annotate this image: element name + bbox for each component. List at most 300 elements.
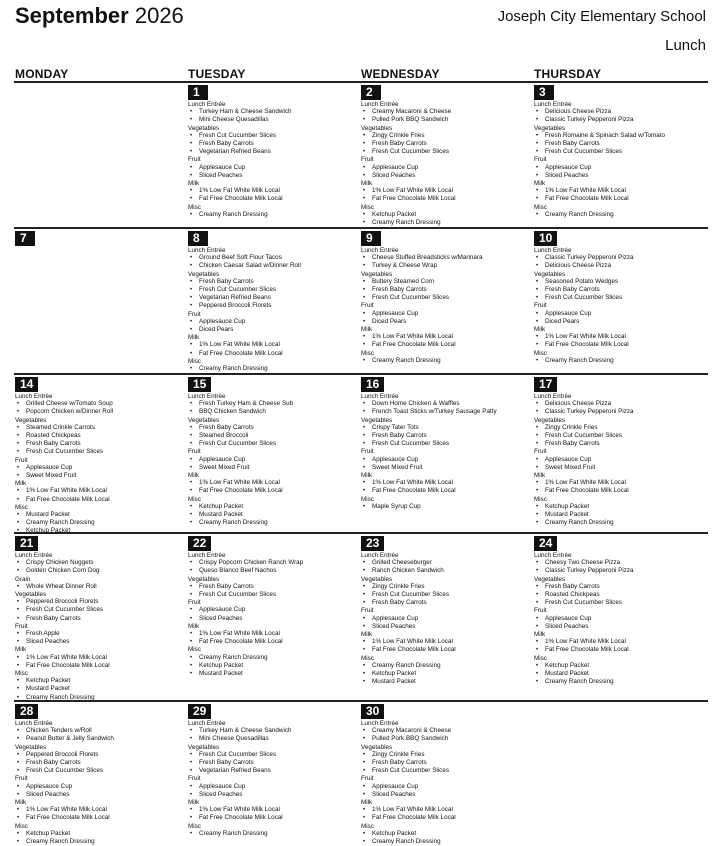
menu-category: Lunch Entrée [361,552,399,559]
menu-item: • Diced Pears [188,326,356,334]
weekday-header-wednesday: WEDNESDAY [361,67,440,81]
menu-category: Vegetables [188,743,220,751]
menu-category: Lunch Entrée [534,552,572,559]
menu-item: • 1% Low Fat White Milk Local [188,806,356,814]
menu-item: • Crispy Popcorn Chicken Ranch Wrap [188,559,356,567]
menu-item: • Mini Cheese Quesadillas [188,116,356,124]
day-cell [15,229,183,369]
menu-category: Milk [534,472,546,480]
menu-item: • Fat Free Chocolate Milk Local [15,662,183,670]
day-number: 14 [15,377,38,392]
menu-category: Milk [361,631,373,639]
menu-category: Misc [188,203,201,211]
day-number: 22 [188,536,211,551]
day-cell [15,534,183,701]
weekday-header-monday: MONDAY [15,67,69,81]
menu-item: • Fresh Baby Carrots [534,140,702,148]
menu-item: • Creamy Ranch Dressing [188,654,356,662]
menu-item: • Crispy Chicken Nuggets [15,559,183,567]
menu-category: Lunch Entrée [361,101,399,108]
menu-item: • Fat Free Chocolate Milk Local [361,195,529,203]
menu-item: • Steamed Crinkle Carrots [15,424,183,432]
menu-item: • Pulled Pork BBQ Sandwich [361,116,529,124]
menu-item: • Fresh Baby Carrots [361,432,529,440]
menu-item: • Cheesy Two Cheese Pizza [534,559,702,567]
menu-item: • Creamy Ranch Dressing [188,365,356,373]
menu-item: • Ketchup Packet [15,677,183,685]
day-cell [188,534,356,678]
day-number: 29 [188,704,211,719]
menu-item: • Fresh Cut Cucumber Slices [534,294,702,302]
menu-item: • 1% Low Fat White Milk Local [15,654,183,662]
menu-category: Milk [188,334,200,342]
menu-item: • Applesauce Cup [361,783,529,791]
menu-category: Fruit [534,607,547,615]
menu-item: • Applesauce Cup [188,164,356,172]
menu-category: Lunch Entrée [188,393,226,400]
menu-item: • Fresh Cut Cucumber Slices [15,767,183,775]
menu-item: • Fresh Baby Carrots [534,583,702,591]
menu-category: Vegetables [15,743,47,751]
menu-item: • Classic Turkey Pepperoni Pizza [534,254,702,262]
day-cell [188,702,356,842]
menu-item: • Fat Free Chocolate Milk Local [361,814,529,822]
menu-category: Misc [188,495,201,503]
menu-category: Misc [15,503,28,511]
menu-item: • 1% Low Fat White Milk Local [361,638,529,646]
menu-item: • Applesauce Cup [361,456,529,464]
menu-item: • Mustard Packet [15,685,183,693]
menu-item: • Chicken Caesar Salad w/Dinner Roll [188,262,356,270]
menu-category: Vegetables [361,416,393,424]
menu-item: • Fresh Baby Carrots [361,286,529,294]
menu-category: Milk [534,180,546,188]
menu-item: • Fat Free Chocolate Milk Local [361,646,529,654]
menu-item: • Sweet Mixed Fruit [15,472,183,480]
menu-item: • Peppered Broccoli Florets [188,302,356,310]
menu-item: • Creamy Macaroni & Cheese [361,727,529,735]
menu-category: Milk [534,326,546,334]
menu-item: • Mustard Packet [534,670,702,678]
menu-item: • Fresh Apple [15,630,183,638]
menu-category: Milk [15,646,27,654]
day-cell [188,375,356,527]
menu-item: • 1% Low Fat White Milk Local [534,638,702,646]
day-number: 2 [361,85,381,100]
menu-item: • Ground Beef Soft Flour Tacos [188,254,356,262]
menu-item: • Classic Turkey Pepperoni Pizza [534,116,702,124]
menu-category: Fruit [361,607,374,615]
menu-item: • Fresh Baby Carrots [188,140,356,148]
menu-item: • Creamy Ranch Dressing [15,519,183,527]
menu-category: Vegetables [188,124,220,132]
menu-item: • Grilled Cheeseburger [361,559,529,567]
menu-item: • Creamy Ranch Dressing [534,211,702,219]
menu-category: Vegetables [361,124,393,132]
menu-item: • Applesauce Cup [188,318,356,326]
menu-category: Vegetables [534,575,566,583]
menu-item: • Creamy Ranch Dressing [534,357,702,365]
menu-category: Fruit [534,156,547,164]
menu-item: • Steamed Broccoli [188,432,356,440]
menu-category: Fruit [361,156,374,164]
menu-item: • Fresh Cut Cucumber Slices [534,148,702,156]
menu-category: Vegetables [534,124,566,132]
day-cell [361,83,529,227]
menu-category: Fruit [188,775,201,783]
menu-item: • Peanut Butter & Jelly Sandwich [15,735,183,743]
menu-category: Misc [361,654,374,662]
menu-item: • Sliced Peaches [534,623,702,631]
day-cell [15,702,183,846]
menu-category: Milk [188,180,200,188]
menu-category: Fruit [534,448,547,456]
menu-item: • Sweet Mixed Fruit [361,464,529,472]
menu-item: • Ketchup Packet [15,830,183,838]
menu-category: Vegetables [188,270,220,278]
menu-item: • Mustard Packet [361,678,529,686]
menu-item: • Applesauce Cup [534,456,702,464]
menu-category: Lunch Entrée [361,393,399,400]
menu-item: • Creamy Ranch Dressing [534,678,702,686]
menu-item: • French Toast Sticks w/Turkey Sausage Patty [361,408,529,416]
menu-item: • Fresh Baby Carrots [188,424,356,432]
menu-item: • Sliced Peaches [534,172,702,180]
day-cell [534,375,702,527]
menu-category: Vegetables [361,270,393,278]
menu-item: • Fresh Cut Cucumber Slices [361,767,529,775]
menu-item: • Queso Blanco Beef Nachos [188,567,356,575]
menu-item: • Fat Free Chocolate Milk Local [15,496,183,504]
menu-item: • Fresh Baby Carrots [361,759,529,767]
menu-item: • Ranch Chicken Sandwich [361,567,529,575]
menu-item: • Sliced Peaches [188,172,356,180]
menu-item: • Ketchup Packet [15,527,183,535]
menu-category: Lunch Entrée [534,393,572,400]
day-cell [188,83,356,223]
menu-category: Lunch Entrée [534,101,572,108]
menu-item: • Fresh Romaine & Spinach Salad w/Tomato [534,132,702,140]
page-title [15,3,184,29]
menu-item: • Fresh Baby Carrots [361,599,529,607]
menu-item: • Creamy Ranch Dressing [188,519,356,527]
menu-category: Fruit [361,448,374,456]
menu-item: • Peppered Broccoli Florets [15,598,183,606]
menu-item: • Classic Turkey Pepperoni Pizza [534,567,702,575]
menu-item: • Fresh Cut Cucumber Slices [534,432,702,440]
menu-category: Misc [15,670,28,678]
menu-item: • Golden Chicken Corn Dog [15,567,183,575]
menu-category: Milk [15,799,27,807]
menu-item: • Applesauce Cup [361,310,529,318]
menu-item: • Delicious Cheese Pizza [534,262,702,270]
day-number: 23 [361,536,384,551]
menu-item: • Fresh Baby Carrots [534,440,702,448]
menu-category: Lunch Entrée [188,101,226,108]
menu-category: Fruit [361,775,374,783]
menu-category: Milk [188,472,200,480]
menu-item: • Applesauce Cup [15,783,183,791]
menu-category: Misc [361,203,374,211]
menu-item: • Peppered Broccoli Florets [15,751,183,759]
day-number: 1 [188,85,208,100]
day-cell [361,534,529,686]
menu-category: Fruit [188,448,201,456]
menu-category: Lunch Entrée [15,552,53,559]
menu-item: • Creamy Macaroni & Cheese [361,108,529,116]
day-number: 21 [15,536,38,551]
menu-item: • Mustard Packet [15,511,183,519]
menu-category: Fruit [534,302,547,310]
menu-category: Milk [534,631,546,639]
menu-item: • Fresh Cut Cucumber Slices [188,751,356,759]
menu-item: • Vegetarian Refried Beans [188,148,356,156]
menu-category: Lunch Entrée [15,393,53,400]
menu-category: Fruit [188,156,201,164]
menu-category: Milk [361,799,373,807]
menu-category: Milk [188,622,200,630]
menu-category: Fruit [188,310,201,318]
menu-item: • 1% Low Fat White Milk Local [361,187,529,195]
day-number: 3 [534,85,554,100]
menu-item: • 1% Low Fat White Milk Local [534,333,702,341]
menu-item: • 1% Low Fat White Milk Local [15,806,183,814]
menu-item: • Fat Free Chocolate Milk Local [534,195,702,203]
menu-category: Vegetables [188,416,220,424]
menu-item: • Fat Free Chocolate Milk Local [361,341,529,349]
menu-item: • Fat Free Chocolate Milk Local [534,487,702,495]
menu-item: • Fresh Cut Cucumber Slices [15,606,183,614]
day-number: 28 [15,704,38,719]
menu-item: • Fresh Baby Carrots [361,140,529,148]
menu-item: • Fat Free Chocolate Milk Local [534,341,702,349]
menu-item: • Ketchup Packet [534,662,702,670]
menu-item: • 1% Low Fat White Milk Local [361,479,529,487]
menu-category: Grain [15,575,31,583]
menu-item: • Vegetarian Refried Beans [188,767,356,775]
menu-category: Milk [361,472,373,480]
day-cell [534,534,702,686]
menu-category: Lunch Entrée [361,247,399,254]
menu-item: • Fresh Turkey Ham & Cheese Sub [188,400,356,408]
menu-item: • Roasted Chickpeas [534,591,702,599]
menu-item: • 1% Low Fat White Milk Local [361,333,529,341]
menu-category: Lunch Entrée [188,247,226,254]
menu-category: Misc [534,654,547,662]
menu-item: • Buttery Steamed Corn [361,278,529,286]
menu-item: • Cheese Stuffed Breadsticks w/Marinara [361,254,529,262]
menu-item: • Sliced Peaches [361,791,529,799]
menu-category: Vegetables [361,743,393,751]
day-cell [534,229,702,369]
menu-item: • Applesauce Cup [15,464,183,472]
menu-item: • Fresh Cut Cucumber Slices [188,286,356,294]
menu-category: Misc [188,822,201,830]
menu-item: • Ketchup Packet [188,503,356,511]
menu-category: Fruit [15,622,28,630]
menu-category: Lunch Entrée [361,720,399,727]
menu-category: Milk [361,326,373,334]
menu-item: • Creamy Ranch Dressing [188,211,356,219]
menu-category: Vegetables [534,416,566,424]
menu-category: Fruit [361,302,374,310]
school-name: Joseph City Elementary School [497,8,706,25]
menu-category: Misc [361,495,374,503]
menu-category: Fruit [15,456,28,464]
menu-category: Misc [534,495,547,503]
menu-item: • 1% Low Fat White Milk Local [188,341,356,349]
menu-category: Misc [361,822,374,830]
menu-item: • 1% Low Fat White Milk Local [534,187,702,195]
menu-item: • Fat Free Chocolate Milk Local [188,195,356,203]
menu-item: • Zingy Crinkle Fries [534,424,702,432]
menu-item: • Ketchup Packet [188,662,356,670]
menu-item: • Fresh Baby Carrots [188,759,356,767]
day-cell [534,83,702,223]
menu-category: Lunch Entrée [15,720,53,727]
menu-item: • Fat Free Chocolate Milk Local [188,638,356,646]
day-number: 30 [361,704,384,719]
menu-category: Vegetables [15,591,47,599]
day-number: 15 [188,377,211,392]
menu-item: • Fresh Cut Cucumber Slices [361,148,529,156]
menu-category: Vegetables [188,575,220,583]
menu-item: • Down Home Chicken & Waffles [361,400,529,408]
weekday-header-thursday: THURSDAY [534,67,602,81]
menu-category: Misc [188,357,201,365]
day-cell [15,375,183,535]
menu-item: • Mustard Packet [188,670,356,678]
menu-item: • Fresh Cut Cucumber Slices [15,448,183,456]
menu-item: • Diced Pears [534,318,702,326]
menu-item: • Ketchup Packet [361,670,529,678]
year-label: 2026 [134,3,184,28]
menu-item: • Turkey & Cheese Wrap [361,262,529,270]
menu-item: • Ketchup Packet [534,503,702,511]
menu-category: Lunch Entrée [188,552,226,559]
day-cell [188,229,356,373]
menu-item: • Fresh Baby Carrots [188,583,356,591]
menu-category: Milk [15,480,27,488]
menu-item: • Applesauce Cup [361,615,529,623]
menu-item: • Creamy Ranch Dressing [361,838,529,846]
menu-item: • Creamy Ranch Dressing [361,662,529,670]
menu-category: Milk [188,799,200,807]
menu-item: • Seasoned Potato Wedges [534,278,702,286]
menu-category: Fruit [15,775,28,783]
menu-item: • 1% Low Fat White Milk Local [188,630,356,638]
day-cell [361,229,529,369]
menu-item: • 1% Low Fat White Milk Local [361,806,529,814]
menu-category: Lunch Entrée [188,720,226,727]
menu-item: • Vegetarian Refried Beans [188,294,356,302]
menu-item: • Zingy Crinkle Fries [361,751,529,759]
menu-item: • Ketchup Packet [361,830,529,838]
menu-item: • Fat Free Chocolate Milk Local [15,814,183,822]
menu-item: • Diced Pears [361,318,529,326]
menu-item: • Turkey Ham & Cheese Sandwich [188,727,356,735]
menu-item: • Creamy Ranch Dressing [15,838,183,846]
meal-type: Lunch [665,37,706,54]
menu-item: • Fat Free Chocolate Milk Local [188,487,356,495]
menu-item: • 1% Low Fat White Milk Local [534,479,702,487]
menu-item: • Pulled Pork BBQ Sandwich [361,735,529,743]
menu-item: • Sweet Mixed Fruit [188,464,356,472]
menu-item: • Applesauce Cup [188,606,356,614]
menu-item: • Maple Syrup Cup [361,503,529,511]
menu-item: • Roasted Chickpeas [15,432,183,440]
menu-item: • Chicken Tenders w/Roll [15,727,183,735]
day-cell [361,702,529,846]
day-number: 10 [534,231,557,246]
day-number: 7 [15,231,35,246]
menu-item: • Applesauce Cup [188,783,356,791]
menu-category: Misc [15,822,28,830]
menu-category: Fruit [188,599,201,607]
menu-item: • Ketchup Packet [361,211,529,219]
menu-item: • Fresh Baby Carrots [534,286,702,294]
menu-item: • Zingy Crinkle Fries [361,132,529,140]
menu-item: • Sliced Peaches [361,623,529,631]
menu-item: • Fat Free Chocolate Milk Local [188,350,356,358]
menu-item: • Fresh Baby Carrots [15,759,183,767]
menu-item: • Sliced Peaches [15,791,183,799]
menu-item: • Creamy Ranch Dressing [361,219,529,227]
month-label: September [15,3,129,28]
menu-category: Misc [361,349,374,357]
menu-item: • Fresh Baby Carrots [15,615,183,623]
menu-item: • Fresh Cut Cucumber Slices [188,132,356,140]
menu-category: Misc [534,203,547,211]
menu-item: • Turkey Ham & Cheese Sandwich [188,108,356,116]
menu-item: • Sliced Peaches [15,638,183,646]
menu-item: • Sliced Peaches [188,791,356,799]
menu-item: • 1% Low Fat White Milk Local [188,479,356,487]
menu-item: • Mustard Packet [188,511,356,519]
menu-item: • Fresh Cut Cucumber Slices [188,440,356,448]
menu-item: • Zingy Crinkle Fries [361,583,529,591]
menu-item: • Sliced Peaches [188,615,356,623]
menu-item: • Sliced Peaches [361,172,529,180]
day-number: 17 [534,377,557,392]
menu-item: • Fresh Baby Carrots [15,440,183,448]
day-number: 16 [361,377,384,392]
menu-item: • Fat Free Chocolate Milk Local [188,814,356,822]
menu-item: • Fat Free Chocolate Milk Local [534,646,702,654]
menu-item: • Delicious Cheese Pizza [534,108,702,116]
menu-item: • Creamy Ranch Dressing [534,519,702,527]
day-cell [361,375,529,515]
menu-item: • Applesauce Cup [361,164,529,172]
menu-item: • Creamy Ranch Dressing [188,830,356,838]
menu-item: • Whole Wheat Dinner Roll [15,583,183,591]
menu-item: • 1% Low Fat White Milk Local [15,487,183,495]
menu-item: • Creamy Ranch Dressing [361,357,529,365]
menu-item: • Applesauce Cup [534,164,702,172]
menu-item: • Creamy Ranch Dressing [15,694,183,702]
menu-item: • Applesauce Cup [534,310,702,318]
day-number: 9 [361,231,381,246]
menu-item: • Fresh Baby Carrots [188,278,356,286]
menu-category: Vegetables [361,575,393,583]
menu-category: Misc [534,349,547,357]
menu-item: • BBQ Chicken Sandwich [188,408,356,416]
menu-item: • Fresh Cut Cucumber Slices [361,440,529,448]
menu-item: • Delicious Cheese Pizza [534,400,702,408]
menu-category: Misc [188,646,201,654]
menu-category: Milk [361,180,373,188]
menu-item: • Applesauce Cup [534,615,702,623]
